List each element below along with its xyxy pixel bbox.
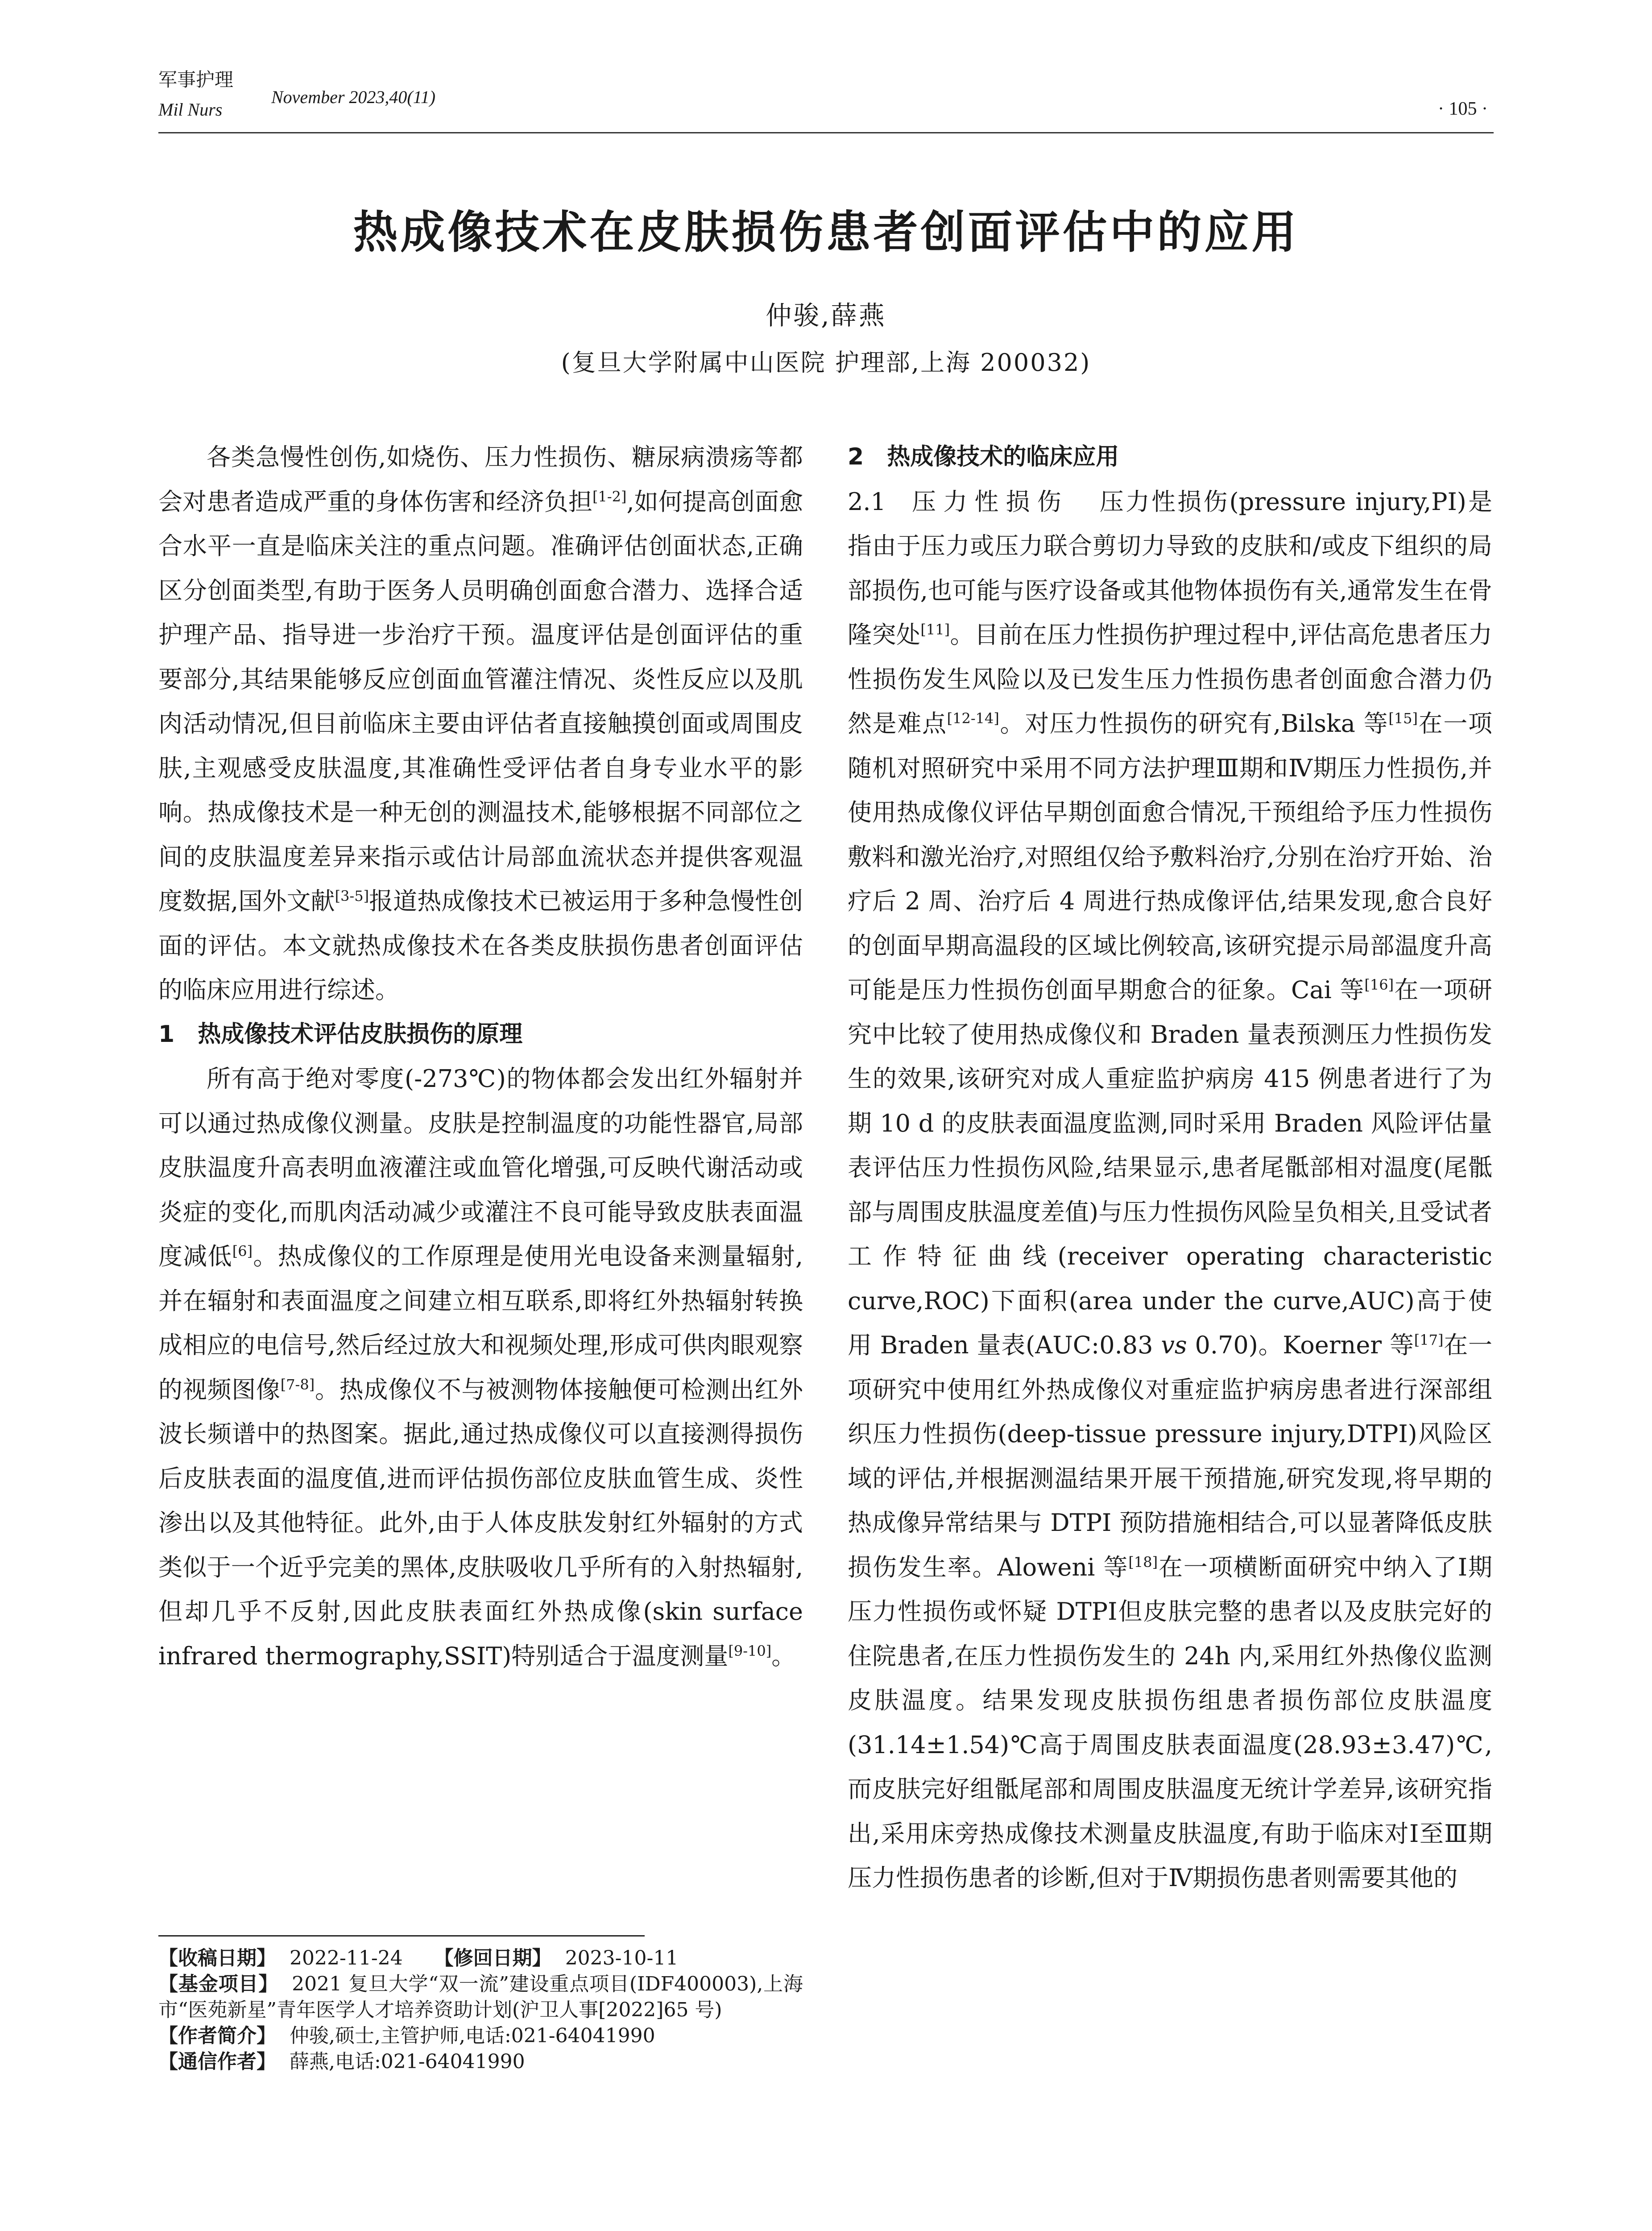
issue-date: November 2023,40(11) — [271, 87, 436, 107]
subsection-2-1-paragraph: 2.1 压力性损伤 压力性损伤(pressure injury,PI)是指由于压力或压力联合剪切力导致的皮肤和/或皮下组织的局部损伤,也可能与医疗设备或其他物体损伤有关,通常发生在骨隆突处[11]。目前在压力性损伤护理过程中,评估高危患者压力性损伤发生风险以及已发生压力性损伤患者创面愈合潜力仍然是难点[12-14]。对压力性损伤的研究有,Bilska 等[15]在一项随机对照研究中采用不同方法护理Ⅲ期和Ⅳ期压力性损伤,并使用热成像仪评估早期创面愈合情况,干预组给予压力性损伤敷料和激光治疗,对照组仅给予敷料治疗,分别在治疗开始、治疗后 2 周、治疗后 4 周进行热成像评估,结果发现,愈合良好的创面早期高温段的区域比例较高,该研究提示局部温度升高可能是压力性损伤创面早期愈合的征象。Cai 等[16]在一项研究中比较了使用热成像仪和 Braden 量表预测压力性损伤发生的效果,该研究对成人重症监护病房 415 例患者进行了为期 10 d 的皮肤表面温度监测,同时采用 Braden 风险评估量表评估压力性损伤风险,结果显示,患者尾骶部相对温度(尾骶部与周围皮肤温度差值)与压力性损伤风险呈负相关,且受试者工作特征曲线(receiver operating characteristic curve,ROC)下面积(area under the curve,AUC)高于使用 Braden 量表(AUC:0.83 vs 0.70)。Koerner 等[17]在一项研究中使用红外热成像仪对重症监护病房患者进行深部组织压力性损伤(deep-tissue pressure injury,DTPI)风险区域的评估,并根据测温结果开展干预措施,研究发现,将早期的热成像异常结果与 DTPI 预防措施相结合,可以显著降低皮肤损伤发生率。Aloweni 等[18]在一项横断面研究中纳入了Ⅰ期压力性损伤或怀疑 DTPI但皮肤完整的患者以及皮肤完好的住院患者,在压力性损伤发生的 24h 内,采用红外热像仪监测皮肤温度。结果发现皮肤损伤组患者损伤部位皮肤温度(31.14±1.54)℃高于周围皮肤表面温度(28.93±3.47)℃,而皮肤完好组骶尾部和周围皮肤温度无统计学差异,该研究指出,采用床旁热成像技术测量皮肤温度,有助于临床对Ⅰ至Ⅲ期压力性损伤患者的诊断,但对于Ⅳ期损伤患者则需要其他的 — [848, 487, 1493, 1892]
citation: [1-2] — [592, 488, 627, 505]
right-column — [848, 435, 1492, 1900]
footnote-rule — [158, 1935, 645, 1937]
header-rule — [158, 132, 1494, 133]
citation: [6] — [232, 1243, 253, 1260]
affiliation: (复旦大学附属中山医院 护理部,上海 200032) — [561, 348, 1091, 377]
citation: [9-10] — [728, 1642, 772, 1659]
citation: [16] — [1364, 976, 1394, 993]
page-number: · 105 · — [1438, 99, 1488, 119]
section-heading-2: 2 热成像技术的临床应用 — [848, 444, 1119, 470]
journal-abbreviation: Mil Nurs — [158, 100, 223, 120]
citation: [12-14] — [947, 710, 999, 727]
intro-paragraph: 各类急慢性创伤,如烧伤、压力性损伤、糖尿病溃疡等都会对患者造成严重的身体伤害和经济负担[1-2],如何提高创面愈合水平一直是临床关注的重点问题。准确评估创面状态,正确区分创面类型,有助于医务人员明确创面愈合潜力、选择合适护理产品、指导进一步治疗干预。温度评估是创面评估的重要部分,其结果能够反应创面血管灌注情况、炎性反应以及肌肉活动情况,但目前临床主要由评估者直接触摸创面或周围皮肤,主观感受皮肤温度,其准确性受评估者自身专业水平的影响。热成像技术是一种无创的测温技术,能够根据不同部位之间的皮肤温度差异来指示或估计局部血流状态并提供客观温度数据,国外文献[3-5]报道热成像技术已被运用于多种急慢性创面的评估。本文就热成像技术在各类皮肤损伤患者创面评估的临床应用进行综述。 — [158, 443, 803, 1004]
journal-name: 军事护理 — [158, 69, 234, 90]
citation: [7-8] — [280, 1376, 315, 1393]
article-title: 热成像技术在皮肤损伤患者创面评估中的应用 — [353, 206, 1299, 258]
footnotes — [158, 1945, 803, 2075]
authors: 仲骏,薛燕 — [766, 300, 886, 331]
footnote-corresponding: 【通信作者】 薛燕,电话:021-64041990 — [158, 2050, 525, 2073]
footnote-dates: 【收稿日期】 2022-11-24 【修回日期】 2023-10-11 — [158, 1947, 679, 1970]
citation: [18] — [1128, 1553, 1158, 1571]
citation: [15] — [1388, 710, 1418, 727]
section1-paragraph: 所有高于绝对零度(-273℃)的物体都会发出红外辐射并可以通过热成像仪测量。皮肤是控制温度的功能性器官,局部皮肤温度升高表明血液灌注或血管化增强,可反映代谢活动或炎症的变化,而肌肉活动减少或灌注不良可能导致皮肤表面温度减低[6]。热成像仪的工作原理是使用光电设备来测量辐射,并在辐射和表面温度之间建立相互联系,即将红外热辐射转换成相应的电信号,然后经过放大和视频处理,形成可供肉眼观察的视频图像[7-8]。热成像仪不与被测物体接触便可检测出红外波长频谱中的热图案。据此,通过热成像仪可以直接测得损伤后皮肤表面的温度值,进而评估损伤部位皮肤血管生成、炎性渗出以及其他特征。此外,由于人体皮肤发射红外辐射的方式类似于一个近乎完美的黑体,皮肤吸收几乎所有的入射热辐射,但却几乎不反射,因此皮肤表面红外热成像(skin surface infrared thermography,SSIT)特别适合于温度测量[9-10]。 — [158, 1065, 803, 1670]
citation: [11] — [920, 621, 950, 638]
left-column — [158, 435, 803, 1678]
footnote-funding: 【基金项目】 2021 复旦大学“双一流”建设重点项目(IDF400003),上海市“医苑新星”青年医学人才培养资助计划(沪卫人事[2022]65 号) — [158, 1973, 803, 2021]
subsection-title: 压力性损伤 — [910, 487, 1068, 516]
citation: [17] — [1414, 1331, 1444, 1348]
citation: [3-5] — [335, 887, 369, 904]
footnote-author-bio: 【作者简介】 仲骏,硕士,主管护师,电话:021-64041990 — [158, 2024, 655, 2047]
section-heading-1: 1 热成像技术评估皮肤损伤的原理 — [158, 1020, 523, 1048]
